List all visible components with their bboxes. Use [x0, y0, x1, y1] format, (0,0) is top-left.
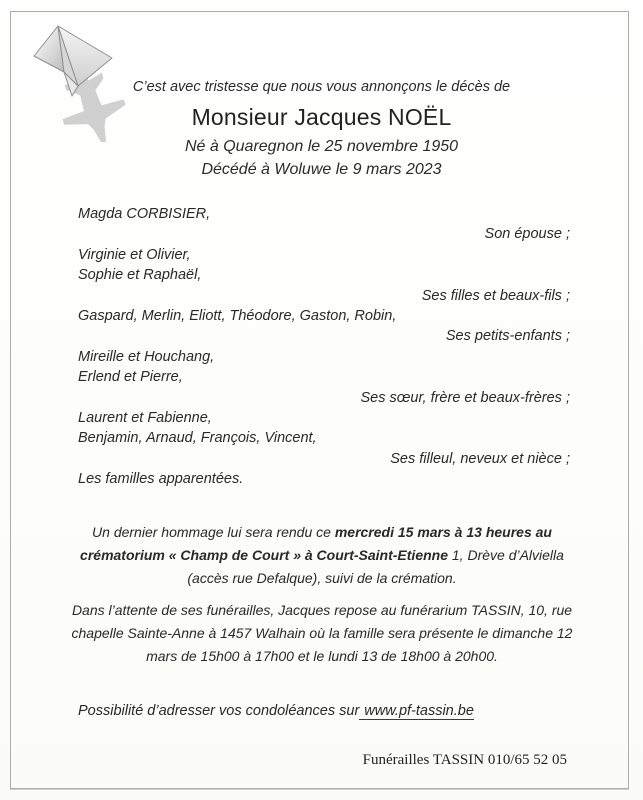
relationship-label: Son épouse ;: [484, 226, 570, 243]
family-member-line: Mireille et Houchang,: [78, 348, 215, 365]
ceremony-paragraph: [62, 521, 582, 590]
relationship-label: Ses sœur, frère et beaux-frères ;: [360, 389, 570, 406]
deceased-name: Monsieur Jacques NOËL: [191, 104, 452, 130]
family-member-line: Laurent et Fabienne,: [78, 410, 212, 427]
family-member-line: Magda CORBISIER,: [78, 206, 211, 222]
family-member-line: Benjamin, Arnaud, François, Vincent,: [78, 430, 317, 447]
related-families-line: Les familles apparentées.: [78, 471, 244, 488]
condolences-line: [78, 703, 598, 719]
relationship-label: Ses filleul, neveux et nièce ;: [390, 450, 570, 467]
repose-paragraph: Dans l’attente de ses funérailles, Jacques repose au funérarium TASSIN, 10, rue chapelle Sainte-Anne à 1457 Walhain où la famille sera présente le dimanche 12 mars de 15h00 à 17h00 et le lundi 13 de 18h00 à 20h00.: [71, 602, 573, 664]
family-member-line: Erlend et Pierre,: [78, 369, 183, 386]
family-member-line: Gaspard, Merlin, Eliott, Théodore, Gaston, Robin,: [78, 308, 397, 325]
birth-line: Né à Quaregnon le 25 novembre 1950: [184, 138, 459, 155]
ceremony-text-regular: 1, Drève d’Alviella (accès rue Defalque), suivi de la crémation.: [187, 547, 564, 586]
family-member-line: Sophie et Raphaël,: [78, 267, 202, 284]
family-member-line: Virginie et Olivier,: [78, 246, 191, 263]
condolences-text: Possibilité d’adresser vos condoléances sur: [78, 703, 360, 719]
ceremony-text-regular: Un dernier hommage lui sera rendu ce: [92, 524, 335, 540]
death-line: Décédé à Woluwe le 9 mars 2023: [201, 161, 442, 178]
intro-line: C’est avec tristesse que nous vous annonçons le décès de: [132, 79, 511, 95]
ceremony-text-bold: mercredi 15 mars à 13 heures au crématorium « Champ de Court » à Court-Saint-Etienne: [80, 524, 552, 563]
family-list: [78, 204, 570, 490]
condolences-website: www.pf-tassin.be: [359, 703, 474, 720]
funeral-home-contact: Funérailles TASSIN 010/65 52 05: [362, 752, 567, 768]
relationship-label: Ses petits-enfants ;: [445, 328, 570, 345]
relationship-label: Ses filles et beaux-fils ;: [421, 287, 570, 304]
